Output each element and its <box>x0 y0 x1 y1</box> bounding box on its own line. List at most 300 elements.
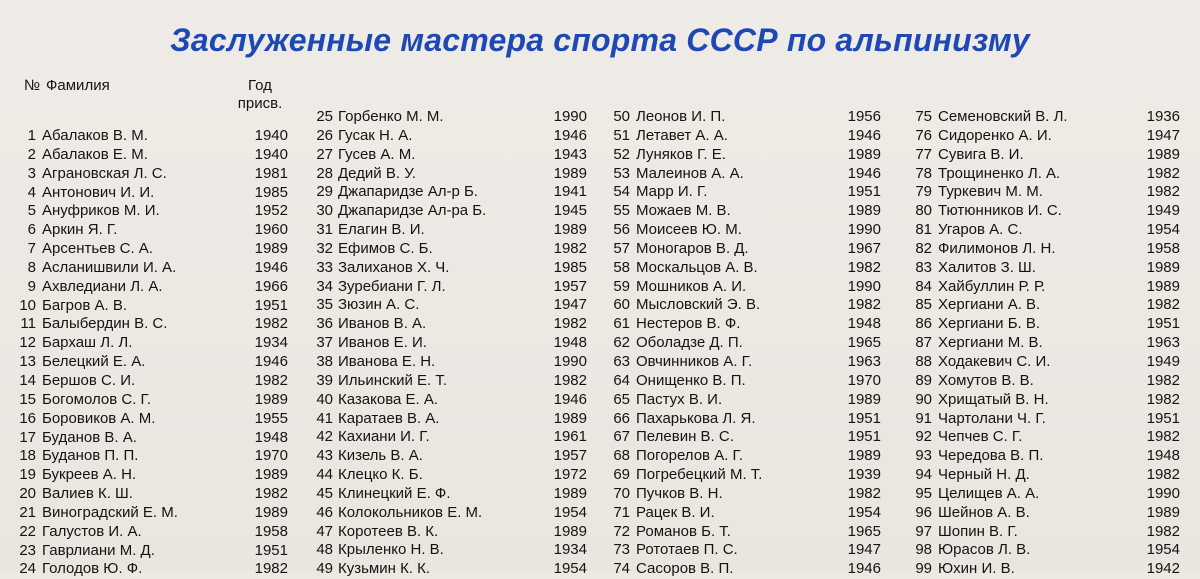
entry-number: 92 <box>915 428 932 446</box>
list-item <box>880 523 1180 542</box>
list-item <box>0 334 288 353</box>
list-item <box>288 165 587 184</box>
list-item <box>880 466 1180 485</box>
entry-name: Овчинников А. Г. <box>636 352 753 370</box>
entry-number: 82 <box>915 239 932 257</box>
list-item <box>590 372 881 391</box>
entry-number: 86 <box>915 315 932 333</box>
list-item <box>590 560 881 579</box>
entry-number: 53 <box>613 164 630 182</box>
entry-year: 1946 <box>553 390 587 408</box>
entry-year: 1990 <box>553 352 587 370</box>
list-item <box>0 560 288 579</box>
list-item <box>590 108 881 127</box>
entry-name: Мысловский Э. В. <box>636 296 761 314</box>
list-item <box>0 259 288 278</box>
entry-name: Иванов Е. И. <box>338 334 427 352</box>
entry-year: 1982 <box>1146 428 1180 446</box>
entry-number: 96 <box>915 503 932 521</box>
entry-year: 1952 <box>254 202 288 220</box>
entry-name: Юрасов Л. В. <box>938 541 1031 559</box>
entry-year: 1951 <box>1146 315 1180 333</box>
entry-name: Бершов С. И. <box>42 371 136 389</box>
entry-year: 1951 <box>254 296 288 314</box>
entry-name: Нестеров В. Ф. <box>636 315 741 333</box>
entry-year: 1989 <box>254 466 288 484</box>
list-item <box>590 523 881 542</box>
list-item <box>880 108 1180 127</box>
entry-year: 1989 <box>254 240 288 258</box>
entry-name: Кизель В. А. <box>338 447 423 465</box>
list-item <box>288 560 587 579</box>
entry-number: 41 <box>316 409 333 427</box>
entry-year: 1970 <box>847 371 881 389</box>
list-item <box>0 504 288 523</box>
entry-name: Клецко К. Б. <box>338 466 423 484</box>
entry-year: 1965 <box>847 334 881 352</box>
list-item <box>880 221 1180 240</box>
entry-number: 37 <box>316 334 333 352</box>
entry-number: 22 <box>19 522 36 540</box>
entry-name: Пучков В. Н. <box>636 484 723 502</box>
entry-year: 1947 <box>553 296 587 314</box>
list-item <box>0 353 288 372</box>
entry-name: Моисеев Ю. М. <box>636 221 742 239</box>
entry-name: Горбенко М. М. <box>338 108 444 125</box>
entry-name: Туркевич М. М. <box>938 183 1043 201</box>
entry-year: 1954 <box>1146 221 1180 239</box>
entry-number: 66 <box>613 409 630 427</box>
entry-year: 1958 <box>1146 239 1180 257</box>
list-item <box>288 278 587 297</box>
entry-name: Елагин В. И. <box>338 221 425 239</box>
entry-name: Ильинский Е. Т. <box>338 371 448 389</box>
list-item <box>880 428 1180 447</box>
entry-name: Шопин В. Г. <box>938 522 1018 540</box>
list-item <box>0 429 288 448</box>
entry-year: 1939 <box>847 466 881 484</box>
entry-number: 74 <box>613 560 630 578</box>
list-item <box>288 240 587 259</box>
entry-number: 45 <box>316 484 333 502</box>
entry-number: 49 <box>316 560 333 578</box>
entry-name: Чартолани Ч. Г. <box>938 409 1046 427</box>
list-item <box>288 108 587 127</box>
list-item <box>880 202 1180 221</box>
entry-name: Белецкий Е. А. <box>42 353 146 371</box>
entry-number: 50 <box>613 108 630 125</box>
list-item <box>590 259 881 278</box>
entry-year: 1946 <box>847 560 881 578</box>
entry-name: Юхин И. В. <box>938 560 1015 578</box>
list-item <box>880 165 1180 184</box>
entry-year: 1934 <box>553 541 587 559</box>
entry-number: 11 <box>20 315 36 333</box>
entry-name: Иванова Е. Н. <box>338 352 436 370</box>
entry-number: 59 <box>613 277 630 295</box>
entry-year: 1936 <box>1146 108 1180 125</box>
entry-number: 61 <box>613 315 630 333</box>
entry-number: 8 <box>27 258 36 276</box>
entry-year: 1954 <box>553 503 587 521</box>
header-year: Год присв. <box>237 77 283 112</box>
entry-name: Зуребиани Г. Л. <box>338 277 446 295</box>
entry-number: 81 <box>915 221 932 239</box>
entry-year: 1955 <box>254 409 288 427</box>
entry-name: Ефимов С. Б. <box>338 239 433 257</box>
list-item <box>880 278 1180 297</box>
page-title: Заслуженные мастера спорта СССР по альпинизму <box>170 22 1030 58</box>
entry-number: 29 <box>316 183 333 201</box>
list-item <box>590 334 881 353</box>
entry-number: 10 <box>19 296 36 314</box>
list-item <box>0 184 288 203</box>
header-surname: Фамилия <box>46 77 110 94</box>
entry-year: 1949 <box>1146 202 1180 220</box>
entry-year: 1957 <box>553 447 587 465</box>
entry-number: 46 <box>316 503 333 521</box>
entry-name: Москальцов А. В. <box>636 258 758 276</box>
entry-name: Хергиани М. В. <box>938 334 1043 352</box>
list-item <box>288 372 587 391</box>
entry-number: 14 <box>19 371 36 389</box>
entry-year: 1989 <box>553 164 587 182</box>
entry-year: 1943 <box>553 145 587 163</box>
entry-number: 79 <box>915 183 932 201</box>
entry-number: 25 <box>316 108 333 125</box>
entry-name: Марр И. Г. <box>636 183 708 201</box>
entry-name: Пахарькова Л. Я. <box>636 409 756 427</box>
entry-name: Хергиани А. В. <box>938 296 1041 314</box>
list-item <box>288 541 587 560</box>
entry-number: 36 <box>316 315 333 333</box>
entry-name: Оболадзе Д. П. <box>636 334 743 352</box>
entry-year: 1970 <box>254 447 288 465</box>
list-item <box>0 542 288 561</box>
entry-year: 1960 <box>254 221 288 239</box>
entry-number: 57 <box>613 239 630 257</box>
entry-year: 1958 <box>254 522 288 540</box>
entry-name: Колокольников Е. М. <box>338 503 483 521</box>
entry-number: 94 <box>915 466 932 484</box>
entry-year: 1954 <box>1146 541 1180 559</box>
entry-year: 1989 <box>254 503 288 521</box>
list-item <box>880 146 1180 165</box>
entry-name: Джапаридзе Ал-р Б. <box>338 183 478 201</box>
entry-name: Абалаков Е. М. <box>42 145 148 163</box>
entry-number: 42 <box>316 428 333 446</box>
entry-name: Шейнов А. В. <box>938 503 1030 521</box>
entry-number: 69 <box>613 466 630 484</box>
entry-name: Клинецкий Е. Ф. <box>338 484 451 502</box>
entry-name: Можаев М. В. <box>636 202 731 220</box>
list-item <box>288 466 587 485</box>
entry-name: Хомутов В. В. <box>938 371 1034 389</box>
list-item <box>880 485 1180 504</box>
list-item <box>590 278 881 297</box>
entry-year: 1989 <box>553 409 587 427</box>
entry-name: Ахвледиани Л. А. <box>42 277 163 295</box>
entry-name: Филимонов Л. Н. <box>938 239 1056 257</box>
list-item <box>288 391 587 410</box>
entry-number: 71 <box>613 503 630 521</box>
entry-number: 85 <box>915 296 932 314</box>
entry-year: 1990 <box>847 277 881 295</box>
entry-year: 1990 <box>847 221 881 239</box>
entry-name: Ходакевич С. И. <box>938 352 1051 370</box>
entry-number: 90 <box>915 390 932 408</box>
entry-year: 1982 <box>1146 371 1180 389</box>
entry-year: 1949 <box>1146 352 1180 370</box>
entry-name: Залиханов Х. Ч. <box>338 258 450 276</box>
entry-year: 1963 <box>847 352 881 370</box>
entry-year: 1934 <box>254 334 288 352</box>
list-item <box>880 334 1180 353</box>
list-item <box>880 391 1180 410</box>
entry-name: Букреев А. Н. <box>42 466 137 484</box>
entry-name: Моногаров В. Д. <box>636 239 749 257</box>
entry-number: 44 <box>316 466 333 484</box>
list-item <box>0 391 288 410</box>
entry-name: Гусак Н. А. <box>338 126 413 144</box>
entry-year: 1989 <box>1146 503 1180 521</box>
list-column-1 <box>0 127 288 579</box>
entry-number: 88 <box>915 352 932 370</box>
entry-year: 1948 <box>847 315 881 333</box>
entry-number: 54 <box>613 183 630 201</box>
entry-name: Кузьмин К. К. <box>338 560 431 578</box>
list-item <box>880 541 1180 560</box>
entry-number: 63 <box>613 352 630 370</box>
entry-year: 1982 <box>847 484 881 502</box>
entry-number: 47 <box>316 522 333 540</box>
entry-name: Голодов Ю. Ф. <box>42 560 143 578</box>
entry-number: 93 <box>915 447 932 465</box>
entry-number: 84 <box>915 277 932 295</box>
entry-year: 1982 <box>1146 296 1180 314</box>
list-item <box>880 560 1180 579</box>
entry-number: 91 <box>915 409 932 427</box>
list-item <box>590 485 881 504</box>
entry-number: 5 <box>27 202 36 220</box>
entry-year: 1982 <box>254 315 288 333</box>
entry-name: Бархаш Л. Л. <box>42 334 133 352</box>
entry-name: Каратаев В. А. <box>338 409 440 427</box>
entry-year: 1946 <box>847 126 881 144</box>
entry-name: Семеновский В. Л. <box>938 108 1068 125</box>
entry-number: 38 <box>316 352 333 370</box>
entry-number: 1 <box>27 127 36 144</box>
list-item <box>288 202 587 221</box>
entry-number: 12 <box>19 334 36 352</box>
list-column-2 <box>288 108 587 579</box>
entry-number: 32 <box>316 239 333 257</box>
entry-number: 56 <box>613 221 630 239</box>
entry-name: Погорелов А. Г. <box>636 447 743 465</box>
list-item <box>590 315 881 334</box>
entry-year: 1989 <box>254 390 288 408</box>
entry-year: 1957 <box>553 277 587 295</box>
list-item <box>590 240 881 259</box>
entry-name: Трощиненко Л. А. <box>938 164 1061 182</box>
list-item <box>0 297 288 316</box>
entry-name: Рототаев П. С. <box>636 541 738 559</box>
list-item <box>0 523 288 542</box>
list-item <box>288 353 587 372</box>
entry-name: Погребецкий М. Т. <box>636 466 763 484</box>
entry-name: Иванов В. А. <box>338 315 427 333</box>
list-item <box>590 183 881 202</box>
entry-year: 1940 <box>254 127 288 144</box>
entry-name: Сувига В. И. <box>938 145 1024 163</box>
list-item <box>288 127 587 146</box>
list-item <box>590 127 881 146</box>
entry-number: 39 <box>316 371 333 389</box>
entry-name: Угаров А. С. <box>938 221 1023 239</box>
entry-year: 1956 <box>847 108 881 125</box>
entry-number: 27 <box>316 145 333 163</box>
entry-year: 1989 <box>1146 258 1180 276</box>
list-item <box>590 428 881 447</box>
entry-year: 1981 <box>254 164 288 182</box>
entry-name: Пелевин В. С. <box>636 428 734 446</box>
entry-name: Гаврлиани М. Д. <box>42 541 155 559</box>
entry-number: 58 <box>613 258 630 276</box>
entry-year: 1982 <box>1146 164 1180 182</box>
list-item <box>880 504 1180 523</box>
entry-number: 40 <box>316 390 333 408</box>
entry-year: 1967 <box>847 239 881 257</box>
list-item <box>0 372 288 391</box>
entry-name: Рацек В. И. <box>636 503 715 521</box>
entry-number: 34 <box>316 277 333 295</box>
entry-number: 77 <box>915 145 932 163</box>
entry-year: 1946 <box>553 126 587 144</box>
entry-name: Сидоренко А. И. <box>938 126 1052 144</box>
entry-year: 1948 <box>254 428 288 446</box>
entry-number: 7 <box>27 240 36 258</box>
entry-name: Онищенко В. П. <box>636 371 746 389</box>
entry-year: 1982 <box>254 560 288 578</box>
entry-name: Луняков Г. Е. <box>636 145 726 163</box>
list-item <box>880 183 1180 202</box>
list-column-4 <box>880 108 1180 579</box>
entry-year: 1965 <box>847 522 881 540</box>
entry-number: 78 <box>915 164 932 182</box>
entry-name: Крыленко Н. В. <box>338 541 444 559</box>
entry-year: 1951 <box>847 428 881 446</box>
entry-name: Романов Б. Т. <box>636 522 731 540</box>
entry-name: Целищев А. А. <box>938 484 1040 502</box>
list-item <box>288 410 587 429</box>
entry-year: 1982 <box>847 258 881 276</box>
entry-number: 51 <box>613 126 630 144</box>
list-item <box>288 485 587 504</box>
entry-name: Галустов И. А. <box>42 522 142 540</box>
entry-name: Зюзин А. С. <box>338 296 420 314</box>
list-item <box>0 410 288 429</box>
entry-number: 83 <box>915 258 932 276</box>
entry-name: Летавет А. А. <box>636 126 728 144</box>
entry-year: 1982 <box>553 371 587 389</box>
entry-number: 20 <box>19 485 36 503</box>
entry-name: Малеинов А. А. <box>636 164 744 182</box>
entry-number: 31 <box>316 221 333 239</box>
entry-year: 1940 <box>254 145 288 163</box>
entry-number: 30 <box>316 202 333 220</box>
entry-year: 1990 <box>1146 484 1180 502</box>
entry-name: Аграновская Л. С. <box>42 164 167 182</box>
entry-name: Сасоров В. П. <box>636 560 734 578</box>
list-column-3 <box>590 108 881 579</box>
entry-number: 3 <box>27 164 36 182</box>
entry-number: 87 <box>915 334 932 352</box>
list-item <box>0 485 288 504</box>
entry-name: Пастух В. И. <box>636 390 723 408</box>
list-item <box>288 334 587 353</box>
entry-number: 60 <box>613 296 630 314</box>
entry-year: 1982 <box>553 239 587 257</box>
entry-year: 1954 <box>847 503 881 521</box>
entry-number: 95 <box>915 484 932 502</box>
entry-number: 28 <box>316 164 333 182</box>
list-item <box>0 447 288 466</box>
entry-number: 64 <box>613 371 630 389</box>
entry-year: 1982 <box>254 485 288 503</box>
list-item <box>0 221 288 240</box>
list-item <box>0 278 288 297</box>
list-item <box>0 127 288 146</box>
entry-name: Казакова Е. А. <box>338 390 439 408</box>
list-item <box>880 353 1180 372</box>
list-item <box>0 165 288 184</box>
entry-year: 1989 <box>1146 277 1180 295</box>
entry-number: 97 <box>915 522 932 540</box>
entry-number: 43 <box>316 447 333 465</box>
list-item <box>590 410 881 429</box>
entry-name: Черный Н. Д. <box>938 466 1030 484</box>
entry-number: 6 <box>27 221 36 239</box>
list-item <box>880 315 1180 334</box>
entry-number: 33 <box>316 258 333 276</box>
entry-name: Коротеев В. К. <box>338 522 439 540</box>
entry-year: 1948 <box>553 334 587 352</box>
entry-year: 1985 <box>254 183 288 201</box>
list-item <box>590 202 881 221</box>
entry-name: Балыбердин В. С. <box>42 315 168 333</box>
entry-number: 65 <box>613 390 630 408</box>
entry-number: 13 <box>19 353 36 371</box>
entry-year: 1989 <box>847 202 881 220</box>
entry-year: 1963 <box>1146 334 1180 352</box>
entry-year: 1989 <box>847 390 881 408</box>
entry-number: 18 <box>19 447 36 465</box>
entry-year: 1990 <box>553 108 587 125</box>
entry-name: Виноградский Е. М. <box>42 503 178 521</box>
entry-name: Багров А. В. <box>42 296 127 314</box>
entry-number: 19 <box>19 466 36 484</box>
list-item <box>590 447 881 466</box>
list-item <box>590 146 881 165</box>
entry-year: 1954 <box>553 560 587 578</box>
entry-name: Чепчев С. Г. <box>938 428 1023 446</box>
entry-number: 2 <box>27 145 36 163</box>
list-item <box>0 240 288 259</box>
entry-number: 52 <box>613 145 630 163</box>
list-item <box>288 259 587 278</box>
list-item <box>288 504 587 523</box>
list-item <box>880 240 1180 259</box>
